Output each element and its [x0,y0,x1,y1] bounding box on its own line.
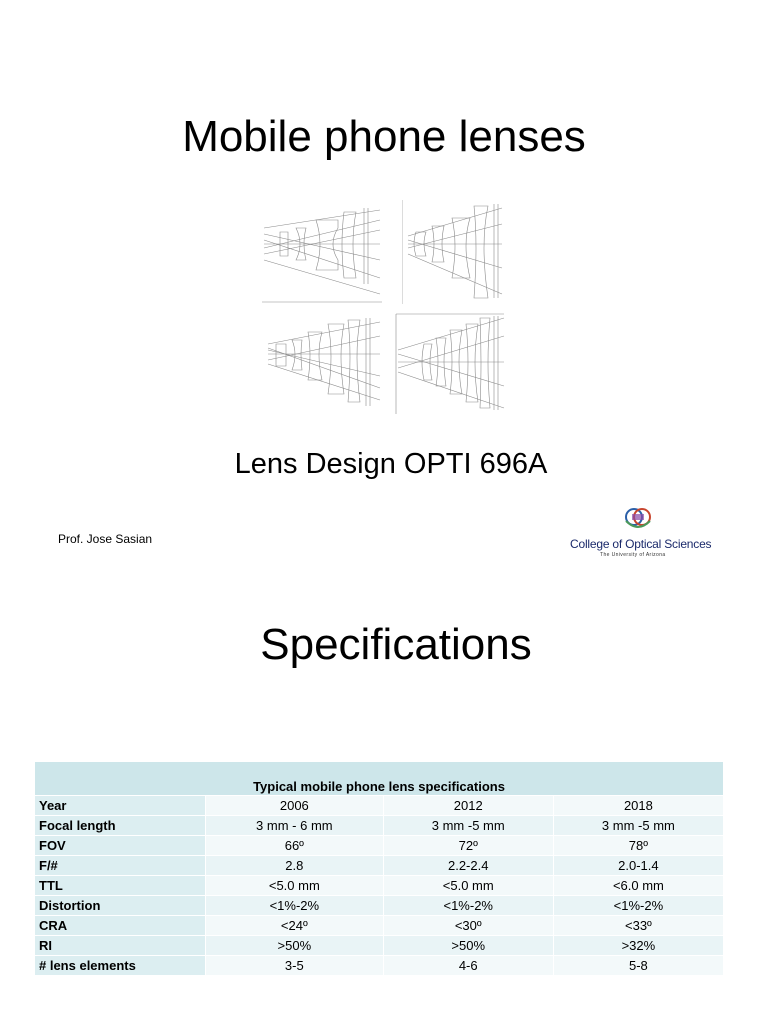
table-cell: 2018 [553,796,723,816]
author-name: Prof. Jose Sasian [58,532,153,546]
table-cell: <6.0 mm [553,876,723,896]
table-cell: 2.2-2.4 [383,856,553,876]
row-label: F/# [35,856,206,876]
row-label: TTL [35,876,206,896]
table-cell: 3 mm -5 mm [383,816,553,836]
table-cell: 2006 [206,796,384,816]
table-row-ri [35,936,724,956]
table-cell: 72º [383,836,553,856]
table-cell: >50% [383,936,553,956]
row-label: CRA [35,916,206,936]
row-label: # lens elements [35,956,206,976]
table-cell: <1%-2% [553,896,723,916]
lens-diagram-4-element [402,198,510,306]
table-cell: 3 mm -5 mm [553,816,723,836]
table-cell: <24º [206,916,384,936]
table-row-f-number [35,856,724,876]
table-cell: <30º [383,916,553,936]
college-logo-icon [618,505,658,535]
course-subtitle: Lens Design OPTI 696A [234,448,548,480]
table-cell: <5.0 mm [383,876,553,896]
table-cell: 3-5 [206,956,384,976]
lens-diagram-5-element [264,314,388,414]
slide-title: Mobile phone lenses [182,112,586,161]
row-label: RI [35,936,206,956]
table-row-ttl [35,876,724,896]
table-row-lens-elements [35,956,724,976]
table-cell: <33º [553,916,723,936]
college-logo-name: College of Optical Sciences [570,537,712,551]
row-label: Focal length [35,816,206,836]
table-cell: 4-6 [383,956,553,976]
table-cell: 2012 [383,796,553,816]
row-label: FOV [35,836,206,856]
table-row-fov [35,836,724,856]
table-cell: >32% [553,936,723,956]
table-cell: 5-8 [553,956,723,976]
slide-title-specifications: Specifications [260,620,532,669]
table-cell: <1%-2% [206,896,384,916]
table-cell: 3 mm - 6 mm [206,816,384,836]
lens-diagram-3-element [260,198,384,306]
table-cell: <1%-2% [383,896,553,916]
table-cell: 2.0-1.4 [553,856,723,876]
table-caption-row [35,762,724,796]
specifications-table [34,761,724,976]
slide-specifications [0,590,768,1024]
table-caption: Typical mobile phone lens specifications [35,762,724,796]
table-cell: <5.0 mm [206,876,384,896]
table-cell: 2.8 [206,856,384,876]
lens-diagrams [258,196,510,418]
lens-diagram-6-element [394,310,510,416]
table-row-cra [35,916,724,936]
college-logo [566,505,712,563]
row-label: Year [35,796,206,816]
table-cell: 78º [553,836,723,856]
table-row-year [35,796,724,816]
college-logo-subtext: The University of Arizona [600,552,666,558]
table-cell: 66º [206,836,384,856]
table-row-focal-length [35,816,724,836]
table-cell: >50% [206,936,384,956]
table-row-distortion [35,896,724,916]
row-label: Distortion [35,896,206,916]
